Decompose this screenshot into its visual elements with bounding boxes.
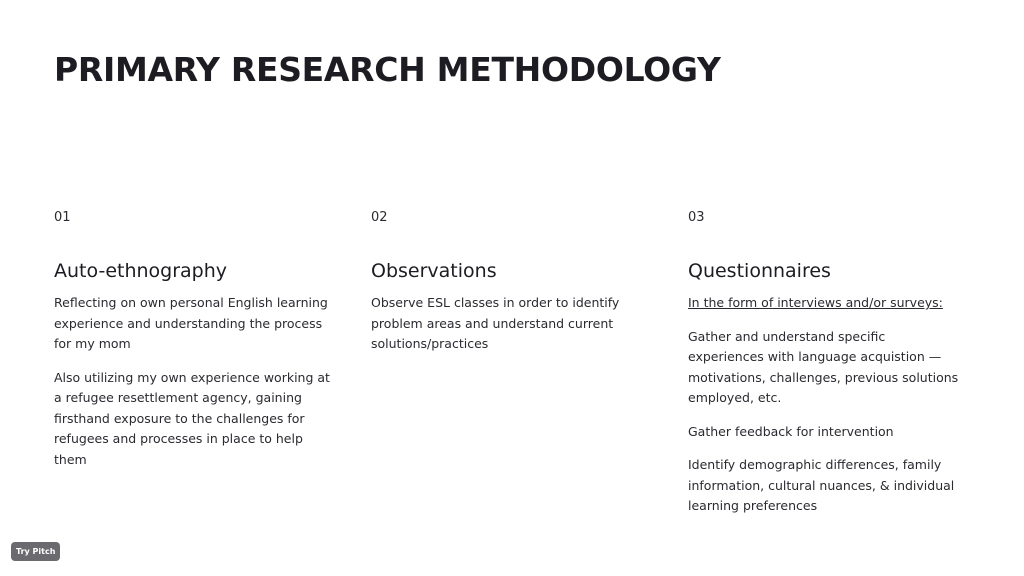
column-paragraph: Reflecting on own personal English learning experience and understanding the process for my mom xyxy=(54,295,328,351)
column-paragraph: Gather feedback for intervention xyxy=(688,423,894,439)
try-pitch-button[interactable]: Try Pitch xyxy=(11,542,60,561)
column-number: 01 xyxy=(54,210,71,225)
column-number: 02 xyxy=(371,210,388,225)
column-heading: Questionnaires xyxy=(688,260,831,282)
method-column-questionnaires xyxy=(688,209,963,517)
method-column-auto-ethnography xyxy=(54,209,334,470)
column-paragraph: Gather and understand specific experiences with language acquistion — motivations, challenges, previous solutions employed, etc. xyxy=(688,328,959,405)
column-number: 03 xyxy=(688,210,705,225)
page-title: PRIMARY RESEARCH METHODOLOGY xyxy=(54,50,721,89)
method-column-observations xyxy=(371,209,651,355)
column-heading: Observations xyxy=(371,260,497,282)
column-paragraph: Observe ESL classes in order to identify problem areas and understand current solutions/practices xyxy=(371,295,620,351)
column-paragraph: Identify demographic differences, family information, cultural nuances, & individual learning preferences xyxy=(688,457,955,513)
column-subheading: In the form of interviews and/or surveys: xyxy=(688,295,943,310)
column-paragraph: Also utilizing my own experience working at a refugee resettlement agency, gaining firsthand exposure to the challenges for refugees and processes in place to help them xyxy=(54,369,330,467)
column-heading: Auto-ethnography xyxy=(54,260,228,282)
